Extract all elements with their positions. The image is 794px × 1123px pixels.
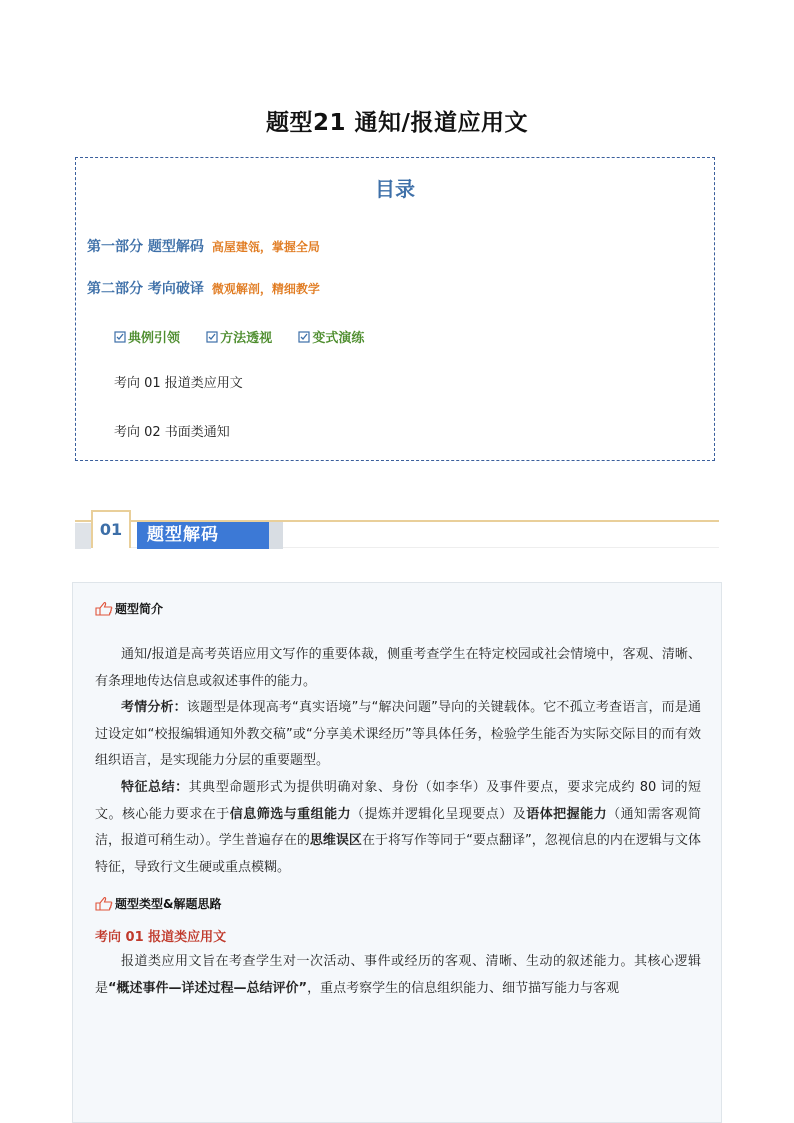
- report-paragraph: [95, 949, 701, 1002]
- checklist-icon: [114, 331, 126, 343]
- toc-part-2[interactable]: [87, 278, 320, 298]
- table-of-contents: [75, 157, 715, 461]
- checklist-icon: [298, 331, 310, 343]
- section-number: 01: [91, 510, 131, 548]
- summary-text-c: （提炼并逻辑化呈现要点）及: [351, 806, 527, 822]
- tag-example-label: 典例引领: [128, 331, 181, 346]
- content-panel: [72, 582, 722, 1123]
- tag-practice[interactable]: [298, 327, 364, 346]
- tag-method-label: 方法透视: [220, 331, 273, 346]
- summary-bold-2: 语体把握能力: [526, 806, 608, 822]
- summary-bold-1: 信息筛选与重组能力: [229, 806, 352, 822]
- summary-text-d: （通知需客观简洁，报道可稍生动）。学生普遍存在的: [95, 806, 701, 848]
- tag-method[interactable]: [206, 327, 272, 346]
- section-tab-decor: [75, 523, 91, 549]
- page-title: 题型21 通知/报道应用文: [266, 110, 528, 136]
- intro-heading: [95, 600, 163, 617]
- toc-direction-1[interactable]: 考向 01 报道类应用文: [114, 376, 243, 391]
- summary-text-e: 在于将写作等同于“要点翻译”，忽视信息的内在逻辑与文体特征，导致行文生硬或重点模糊。: [95, 833, 701, 875]
- analysis-paragraph: [95, 695, 701, 775]
- summary-text-a: 其典型命题形式为提供明确对象、身份（如李华）及事件要点，要求完成约 80 词的短文。核心能力要求在于: [95, 780, 701, 822]
- analysis-text: 该题型是体现高考“真实语境”与“解决问题”导向的关键载体。它不孤立考查语言，而是通过设定如“校报编辑通知外教交稿”或“分享美术课经历”等具体任务，检验学生能否为实际交际目的而有效组织语言，是实现能力分层的重要题型。: [95, 700, 701, 768]
- types-heading: [95, 895, 221, 912]
- tag-example[interactable]: [114, 327, 180, 346]
- intro-paragraph: 通知/报道是高考英语应用文写作的重要体裁，侧重考查学生在特定校园或社会情境中，客观、清晰、有条理地传达信息或叙述事件的能力。: [95, 647, 701, 689]
- summary-paragraph: [95, 775, 701, 881]
- analysis-label: 考情分析：: [121, 700, 187, 715]
- toc-part-2-subtitle: 微观解剖，精细教学: [211, 282, 320, 296]
- report-bold: “概述事件—详述过程—总结评价”: [108, 980, 308, 996]
- pointing-hand-icon: [95, 897, 113, 911]
- toc-part-1-subtitle: 高屋建瓴，掌握全局: [211, 240, 320, 254]
- toc-heading: 目录: [375, 177, 415, 201]
- toc-part-2-name: 第二部分 考向破译: [87, 281, 204, 297]
- toc-direction-2[interactable]: 考向 02 书面类通知: [114, 425, 230, 440]
- report-text-c: ，重点考察学生的信息组织能力、细节描写能力与客观: [307, 980, 620, 996]
- types-heading-text: 题型类型&解题思路: [115, 897, 222, 911]
- tag-practice-label: 变式演练: [312, 331, 365, 346]
- summary-bold-3: 思维误区: [309, 833, 362, 848]
- section-title: 题型解码: [137, 522, 269, 549]
- report-text-a: 报道类应用文旨在考查学生对一次活动、事件或经历的客观、清晰、生动的叙述能力。其核心逻辑是: [95, 954, 701, 996]
- toc-part-1[interactable]: [87, 236, 320, 256]
- pointing-hand-icon: [95, 602, 113, 616]
- toc-part-1-name: 第一部分 题型解码: [87, 239, 204, 255]
- summary-label: 特征总结：: [121, 780, 189, 795]
- intro-heading-text: 题型简介: [115, 602, 164, 616]
- checklist-icon: [206, 331, 218, 343]
- toc-tags: [114, 327, 386, 347]
- direction-1-heading: 考向 01 报道类应用文: [95, 930, 227, 945]
